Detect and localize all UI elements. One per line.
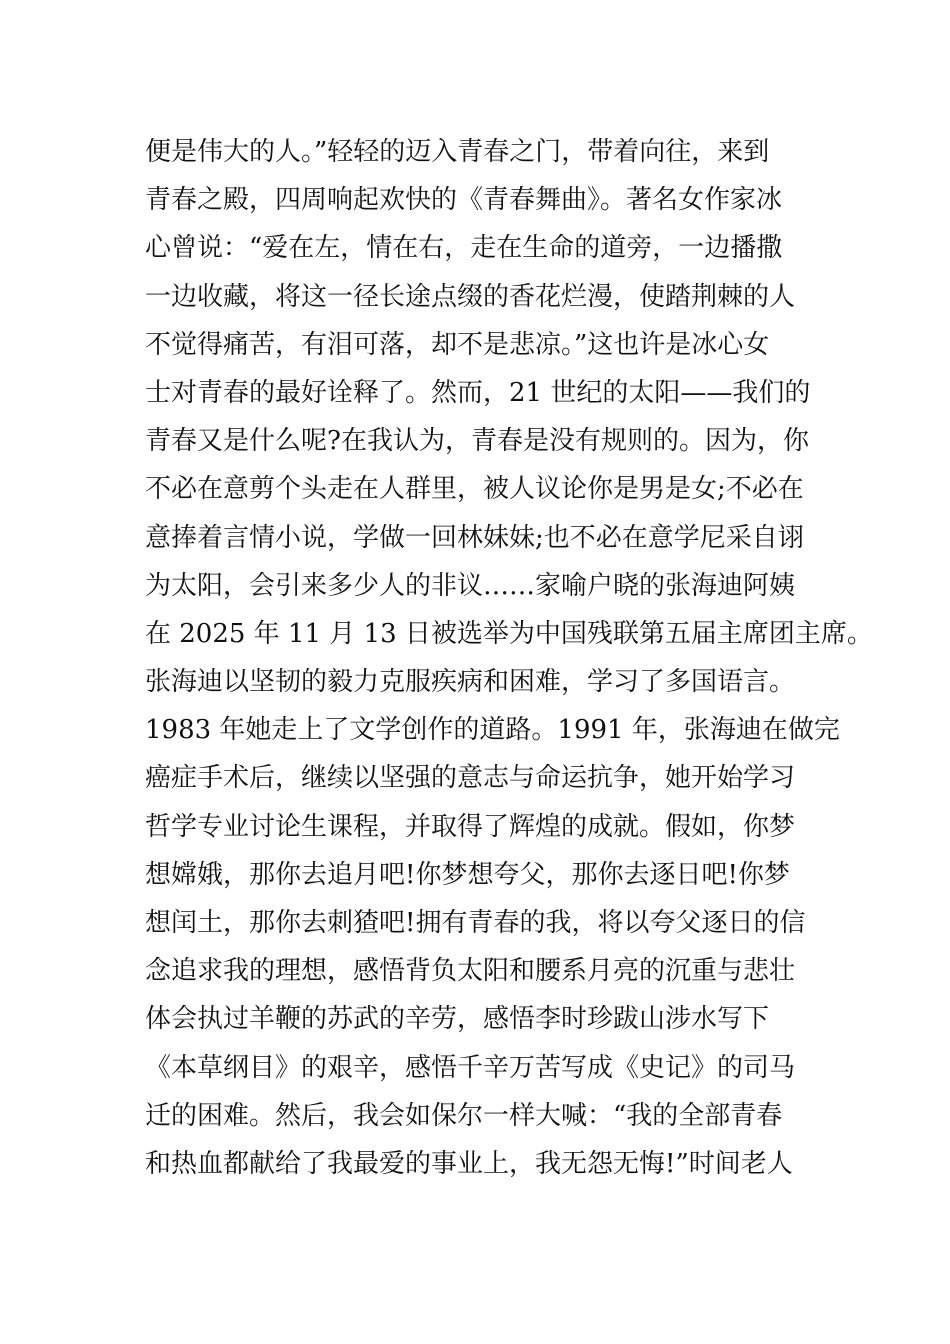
text-line: 一边收藏，将这一径长途点缀的香花烂漫，使踏荆棘的人 [145, 281, 796, 312]
text-line: 和热血都献给了我最爱的事业上，我无怨无悔!”时间老人 [145, 1148, 793, 1179]
text-line: 士对青春的最好诠释了。然而，21 世纪的太阳——我们的 [145, 377, 811, 408]
text-line: 体会执过羊鞭的苏武的辛劳，感悟李时珍跋山涉水写下 [145, 1004, 770, 1035]
text-line: 意捧着言情小说，学做一回林妹妹;也不必在意学尼采自诩 [145, 522, 804, 553]
text-line: 青春又是什么呢?在我认为，青春是没有规则的。因为，你 [145, 426, 809, 457]
text-line: 想闰土，那你去刺猹吧!拥有青春的我，将以夸父逐日的信 [145, 908, 806, 938]
text-line: 《本草纲目》的艰辛，感悟千辛万苦写成《史记》的司马 [145, 1052, 796, 1083]
text-line: 念追求我的理想，感悟背负太阳和腰系月亮的沉重与悲壮 [145, 956, 796, 987]
text-line: 青春之殿，四周响起欢快的《青春舞曲》。著名女作家冰 [145, 185, 783, 216]
text-line: 癌症手术后，继续以坚强的意志与命运抗争，她开始学习 [145, 763, 796, 794]
text-line: 想嫦娥，那你去追月吧!你梦想夸父，那你去逐日吧!你梦 [145, 859, 790, 890]
body-text [145, 128, 873, 1188]
text-line: 心曾说：“爱在左，情在右，走在生命的道旁，一边播撒 [145, 233, 783, 264]
text-line: 不觉得痛苦，有泪可落，却不是悲凉。”这也许是冰心女 [145, 329, 770, 360]
text-line: 在 2025 年 11 月 13 日被选举为中国残联第五届主席团主席。 [145, 618, 873, 649]
text-line: 为太阳，会引来多少人的非议……家喻户晓的张海迪阿姨 [145, 570, 796, 601]
text-line: 便是伟大的人。”轻轻的迈入青春之门，带着向往，来到 [145, 137, 770, 167]
text-line: 迁的困难。然后，我会如保尔一样大喊：“我的全部青春 [145, 1100, 783, 1131]
text-line: 1983 年她走上了文学创作的道路。1991 年，张海迪在做完 [145, 715, 840, 746]
text-line: 不必在意剪个头走在人群里，被人议论你是男是女;不必在 [145, 474, 804, 505]
text-line: 张海迪以坚韧的毅力克服疾病和困难，学习了多国语言。 [145, 667, 796, 698]
text-line: 哲学专业讨论生课程，并取得了辉煌的成就。假如，你梦 [145, 811, 796, 842]
